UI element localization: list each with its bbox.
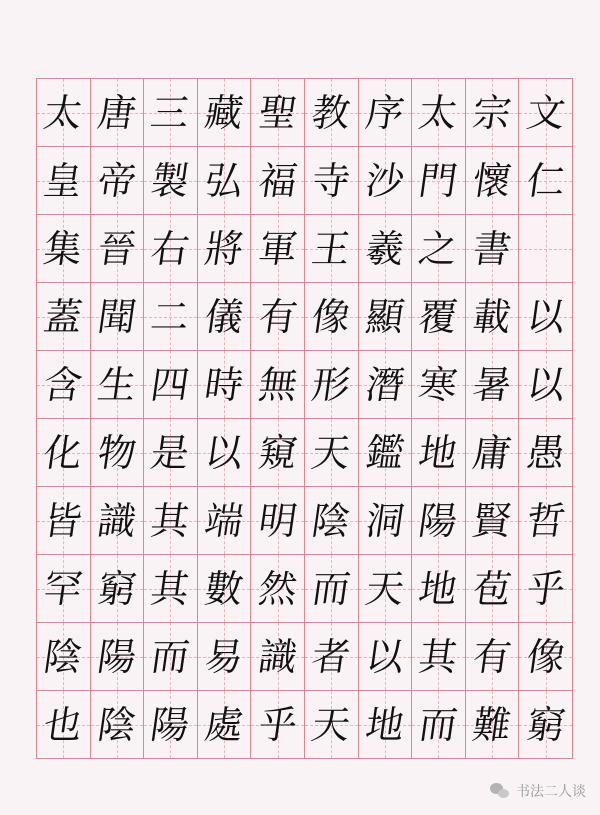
- watermark: [490, 781, 586, 801]
- grid-cell: [91, 147, 145, 215]
- character: 哲: [523, 498, 568, 543]
- character: 天: [362, 566, 407, 611]
- grid-cell: [91, 419, 145, 487]
- character: 皆: [41, 498, 86, 543]
- grid-cell: [251, 283, 305, 351]
- character: 而: [148, 634, 193, 679]
- character: 地: [362, 702, 407, 747]
- grid-cell: [519, 283, 573, 351]
- grid-cell: [412, 283, 466, 351]
- character: 三: [148, 90, 193, 135]
- character: 有: [255, 294, 300, 339]
- grid-cell: [412, 555, 466, 623]
- grid-cell: [144, 691, 198, 759]
- character: 顯: [362, 294, 407, 339]
- character: 易: [201, 634, 247, 679]
- character: 有: [469, 634, 515, 679]
- grid-cell: [251, 351, 305, 419]
- character: 洞: [362, 498, 407, 543]
- character: 識: [94, 498, 139, 543]
- grid-cell: [519, 623, 573, 691]
- character: 而: [416, 702, 461, 747]
- character: 教: [309, 90, 354, 135]
- character: 陰: [41, 634, 86, 679]
- character: 窮: [523, 702, 568, 747]
- character: 難: [469, 702, 515, 747]
- grid-cell: [359, 351, 413, 419]
- character: 皇: [41, 158, 86, 203]
- grid-cell: [37, 623, 91, 691]
- grid-cell: [251, 419, 305, 487]
- grid-cell: [251, 623, 305, 691]
- grid-cell: [91, 215, 145, 283]
- grid-cell: [466, 623, 520, 691]
- character: 形: [309, 362, 354, 407]
- grid-cell: [91, 555, 145, 623]
- grid-cell: [251, 487, 305, 555]
- grid-cell: [144, 147, 198, 215]
- grid-cell: [466, 419, 520, 487]
- character: 製: [148, 158, 193, 203]
- grid-cell: [519, 487, 573, 555]
- grid-cell: [466, 283, 520, 351]
- character: 寒: [416, 362, 461, 407]
- character: 弘: [201, 158, 247, 203]
- grid-cell: [37, 215, 91, 283]
- grid-cell: [359, 283, 413, 351]
- character: 地: [416, 430, 461, 475]
- character: 暑: [469, 362, 515, 407]
- character: 時: [201, 362, 247, 407]
- grid-cell: [37, 351, 91, 419]
- character: 乎: [523, 566, 568, 611]
- character: 其: [416, 634, 461, 679]
- grid-cell: [305, 79, 359, 147]
- grid-cell: [305, 419, 359, 487]
- character: 地: [416, 566, 461, 611]
- grid-cell: [37, 691, 91, 759]
- grid-cell: [91, 79, 145, 147]
- character: 儀: [201, 294, 247, 339]
- character: 以: [523, 294, 568, 339]
- character: 陰: [94, 702, 139, 747]
- character: 右: [148, 226, 193, 271]
- character: 藏: [201, 90, 247, 135]
- grid-cell: [144, 487, 198, 555]
- grid-cell: [198, 691, 252, 759]
- character: 聞: [94, 294, 139, 339]
- character: 王: [309, 226, 354, 271]
- character: 寺: [309, 158, 354, 203]
- wechat-icon: [490, 783, 510, 799]
- grid-cell: [359, 623, 413, 691]
- character: 仁: [523, 158, 568, 203]
- grid-cell: [466, 351, 520, 419]
- grid-cell: [412, 419, 466, 487]
- grid-cell: [198, 351, 252, 419]
- grid-cell: [91, 283, 145, 351]
- character: 太: [41, 90, 86, 135]
- character: 覆: [416, 294, 461, 339]
- character: 以: [362, 634, 407, 679]
- character: 二: [148, 294, 193, 339]
- character: 也: [41, 702, 86, 747]
- character: 愚: [523, 430, 568, 475]
- grid-cell: [466, 487, 520, 555]
- character: 苞: [469, 566, 515, 611]
- character: 之: [416, 226, 461, 271]
- character: 太: [416, 90, 461, 135]
- writing-grid: [36, 78, 573, 759]
- character: 端: [201, 498, 247, 543]
- character: 集: [41, 226, 86, 271]
- character: 窮: [94, 566, 139, 611]
- grid-cell: [37, 79, 91, 147]
- character: 聖: [255, 90, 300, 135]
- character: 化: [41, 430, 86, 475]
- grid-cell: [519, 79, 573, 147]
- grid-cell: [198, 283, 252, 351]
- character: 書: [469, 226, 515, 271]
- character: 懷: [469, 158, 515, 203]
- character: 天: [309, 702, 354, 747]
- grid-cell: [198, 215, 252, 283]
- character: 將: [201, 226, 247, 271]
- grid-cell: [305, 487, 359, 555]
- grid-cell: [359, 555, 413, 623]
- grid-cell: [305, 623, 359, 691]
- character: 含: [41, 362, 86, 407]
- grid-cell: [519, 351, 573, 419]
- character: 帝: [94, 158, 139, 203]
- character: 其: [148, 498, 193, 543]
- character: 羲: [362, 226, 407, 271]
- character: 文: [523, 90, 568, 135]
- grid-cell: [91, 487, 145, 555]
- grid-cell: [359, 419, 413, 487]
- grid-cell: [305, 147, 359, 215]
- grid-cell: [144, 283, 198, 351]
- character: 處: [201, 702, 247, 747]
- grid-cell: [198, 555, 252, 623]
- character: 宗: [469, 90, 515, 135]
- grid-cell: [412, 351, 466, 419]
- character: 罕: [41, 566, 86, 611]
- grid-cell: [198, 487, 252, 555]
- character: 陽: [94, 634, 139, 679]
- character: 門: [416, 158, 461, 203]
- character: 乎: [255, 702, 300, 747]
- grid-cell: [251, 691, 305, 759]
- grid-cell: [198, 419, 252, 487]
- grid-cell: [412, 487, 466, 555]
- grid-cell: [144, 623, 198, 691]
- character: 天: [309, 430, 354, 475]
- grid-cell: [466, 215, 520, 283]
- watermark-text: 书法二人谈: [516, 784, 586, 800]
- grid-cell: [466, 147, 520, 215]
- character: 像: [523, 634, 568, 679]
- grid-cell: [144, 419, 198, 487]
- character: 無: [255, 362, 300, 407]
- grid-cell: [305, 691, 359, 759]
- grid-cell: [251, 147, 305, 215]
- character: 數: [201, 566, 247, 611]
- grid-cell: [519, 691, 573, 759]
- grid-cell: [37, 147, 91, 215]
- grid-cell: [91, 691, 145, 759]
- grid-cell: [412, 215, 466, 283]
- character: 物: [94, 430, 139, 475]
- grid-cell: [91, 623, 145, 691]
- character: 蓋: [41, 294, 86, 339]
- grid-cell: [359, 487, 413, 555]
- grid-cell: [466, 691, 520, 759]
- character: 陽: [148, 702, 193, 747]
- character: 陰: [309, 498, 354, 543]
- grid-cell: [37, 419, 91, 487]
- character: 潛: [362, 362, 407, 407]
- grid-cell: [198, 79, 252, 147]
- grid-cell: [37, 555, 91, 623]
- character: 庸: [469, 430, 515, 475]
- grid-cell: [519, 555, 573, 623]
- grid-cell: [519, 215, 573, 283]
- grid-cell: [305, 215, 359, 283]
- character: 生: [94, 362, 139, 407]
- grid-cell: [412, 623, 466, 691]
- character: 載: [469, 294, 515, 339]
- grid-cell: [251, 555, 305, 623]
- character: 是: [148, 430, 193, 475]
- character: 賢: [469, 498, 515, 543]
- grid-cell: [412, 147, 466, 215]
- grid-cell: [412, 691, 466, 759]
- grid-cell: [251, 79, 305, 147]
- character: 以: [523, 362, 568, 407]
- grid-cell: [251, 215, 305, 283]
- grid-cell: [144, 351, 198, 419]
- character: 以: [201, 430, 247, 475]
- character: 鑑: [362, 430, 407, 475]
- grid-cell: [359, 691, 413, 759]
- character: 者: [309, 634, 354, 679]
- grid-cell: [359, 147, 413, 215]
- grid-cell: [466, 555, 520, 623]
- character: 然: [255, 566, 300, 611]
- grid-cell: [359, 79, 413, 147]
- character: 窺: [255, 430, 300, 475]
- character: 軍: [255, 226, 300, 271]
- character: 明: [255, 498, 300, 543]
- grid-cell: [37, 283, 91, 351]
- grid-cell: [519, 147, 573, 215]
- character: 四: [148, 362, 193, 407]
- grid-cell: [144, 215, 198, 283]
- grid-cell: [144, 555, 198, 623]
- grid-cell: [91, 351, 145, 419]
- grid-cell: [198, 147, 252, 215]
- character: 而: [309, 566, 354, 611]
- grid-cell: [359, 215, 413, 283]
- grid-cell: [144, 79, 198, 147]
- character: 識: [255, 634, 300, 679]
- character: 陽: [416, 498, 461, 543]
- grid-cell: [37, 487, 91, 555]
- character: 晉: [94, 226, 139, 271]
- character: 福: [255, 158, 300, 203]
- character: 其: [148, 566, 193, 611]
- character: 序: [362, 90, 407, 135]
- character: 唐: [94, 90, 139, 135]
- grid-cell: [305, 555, 359, 623]
- grid-cell: [412, 79, 466, 147]
- grid-cell: [305, 351, 359, 419]
- character: 沙: [362, 158, 407, 203]
- grid-cell: [466, 79, 520, 147]
- grid-cell: [519, 419, 573, 487]
- character: 像: [309, 294, 354, 339]
- grid-cell: [305, 283, 359, 351]
- grid-cell: [198, 623, 252, 691]
